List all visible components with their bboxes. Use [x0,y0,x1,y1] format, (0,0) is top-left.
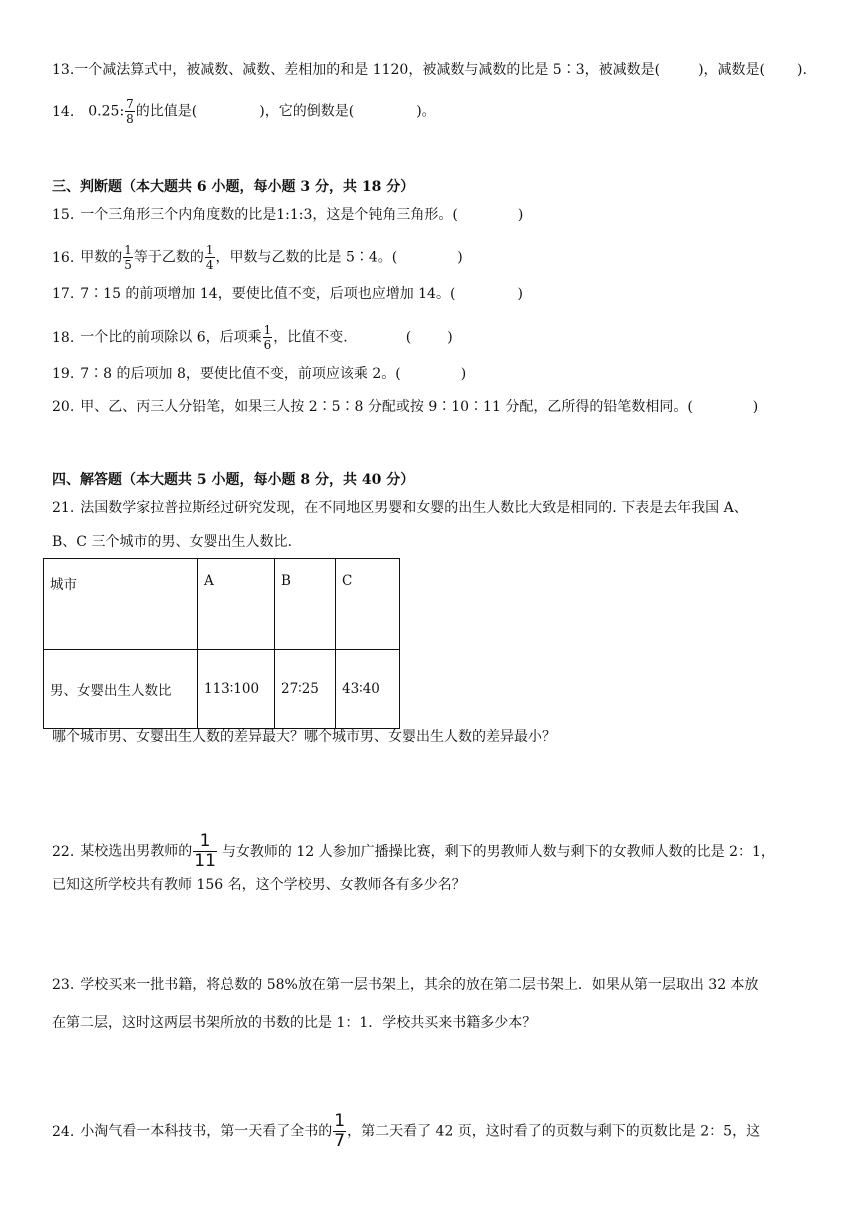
fraction [125,98,135,125]
question-22-line2: 已知这所学校共有教师 156 名，这个学校男、女教师各有多少名？ [52,877,466,893]
question-text: 与女教师的 12 人参加广播操比赛，剩下的男教师人数与剩下的女教师人数的比是 2：1， [221,843,775,860]
question-number: 13. [52,62,75,78]
question-text: 7∶8 的后项加 8，要使比值不变，前项应该乘 2。( [80,366,401,382]
question-text: ). [797,62,807,78]
question-23-line2: 在第二层，这时这两层书架所放的书数的比是 1：1．学校共买来书籍多少本？ [52,1015,537,1031]
question-text: ) [447,329,453,346]
question-20 [52,397,758,417]
question-number: 18. [52,329,75,346]
fraction-denominator: 6 [263,338,272,352]
question-16 [52,244,463,271]
question-text: 法国数学家拉普拉斯经过研究发现，在不同地区男婴和女婴的出生人数比大致是相同的. 下表是去年我国 A、 [80,500,748,516]
question-24-line1 [52,1113,760,1150]
ratio-lead: 0.25: [88,103,125,120]
question-text: )。 [416,103,436,120]
fraction-denominator: 11 [194,851,216,871]
question-number: 19. [52,366,75,382]
table-header-cell: 城市 [44,559,198,650]
fraction-numerator: 7 [126,97,134,111]
question-number: 16. [52,249,75,266]
question-text: )，减数是( [698,62,766,78]
question-22-line1 [52,833,775,870]
question-14 [52,98,436,125]
question-text: ) [457,249,463,266]
question-23-line1 [52,975,759,995]
question-text: 甲、乙、丙三人分铅笔，如果三人按 2∶5∶8 分配或按 9∶10∶11 分配，乙所得的铅笔数相同。( [80,399,693,415]
table-row [44,650,400,729]
question-text: ，甲数与乙数的比是 5∶4。( [215,249,398,266]
table-header-cell: A [198,559,275,650]
question-21-line2: B、C 三个城市的男、女婴出生人数比. [52,534,292,550]
fraction-numerator: 1 [205,243,214,257]
question-text: ，比值不变. [273,329,348,346]
fraction-numerator: 1 [334,1111,346,1131]
question-text: ，第二天看了 42 页，这时看了的页数与剩下的页数比是 2：5，这 [347,1123,761,1140]
question-number: 14. [52,103,75,120]
fraction-denominator: 5 [124,258,132,272]
question-text: ) [752,399,759,415]
question-text: ) [517,207,524,223]
fraction-numerator: 1 [199,831,211,851]
question-text: 甲数的 [80,249,123,266]
question-text: ) [517,286,523,302]
question-17 [52,284,523,304]
question-text: 一个减法算式中，被减数、减数、差相加的和是 1120，被减数与减数的比是 5∶3，被减数是( [74,62,661,78]
question-15 [52,205,523,225]
fraction-numerator: 1 [263,323,272,337]
fraction-denominator: 8 [126,112,134,126]
question-number: 20. [52,399,75,415]
fraction-denominator: 4 [205,258,214,272]
question-text: 学校买来一批书籍，将总数的 58%放在第一层书架上，其余的放在第二层书架上．如果从第一层取出 32 本放 [80,977,759,993]
question-number: 21. [52,500,75,516]
question-18 [52,324,453,351]
question-text: )，它的倒数是( [259,103,355,120]
fraction-numerator: 1 [124,243,132,257]
question-13 [52,60,807,80]
fraction [123,244,133,271]
question-text: ( [405,329,412,346]
table-header-cell: B [275,559,336,650]
question-19 [52,364,466,384]
table-cell: 27∶25 [275,650,336,729]
question-text: 小淘气看一本科技书，第一天看了全书的 [80,1123,333,1140]
fraction [333,1113,346,1150]
fraction [263,324,273,351]
fraction [205,244,215,271]
table-cell: 43∶40 [336,650,400,729]
question-text: ) [460,366,467,382]
question-number: 24. [52,1123,75,1140]
question-21-prompt: 哪个城市男、女婴出生人数的差异最大？哪个城市男、女婴出生人数的差异最小？ [52,729,556,745]
question-number: 23. [52,977,75,993]
question-number: 17. [52,286,75,302]
fraction [193,833,217,870]
question-21-line1 [52,498,748,518]
question-text: 7∶15 的前项增加 14，要使比值不变，后项也应增加 14。( [80,286,456,302]
question-text: 等于乙数的 [133,249,204,266]
question-text: 的比值是( [135,103,198,120]
table-cell: 男、女婴出生人数比 [44,650,198,729]
question-text: 某校选出男教师的 [80,843,193,860]
question-text: 一个比的前项除以 6，后项乘 [80,329,262,346]
question-number: 22. [52,843,75,860]
fraction-denominator: 7 [334,1131,346,1151]
question-number: 15. [52,207,75,223]
table-row [44,559,400,650]
section-heading: 三、判断题（本大题共 6 小题，每小题 3 分，共 18 分） [52,179,415,195]
section-heading: 四、解答题（本大题共 5 小题，每小题 8 分，共 40 分） [52,472,415,488]
question-text: 一个三角形三个内角度数的比是1:1:3，这是个钝角三角形。( [80,207,458,223]
birth-ratio-table [43,558,400,729]
table-cell: 113∶100 [198,650,275,729]
table-header-cell: C [336,559,400,650]
